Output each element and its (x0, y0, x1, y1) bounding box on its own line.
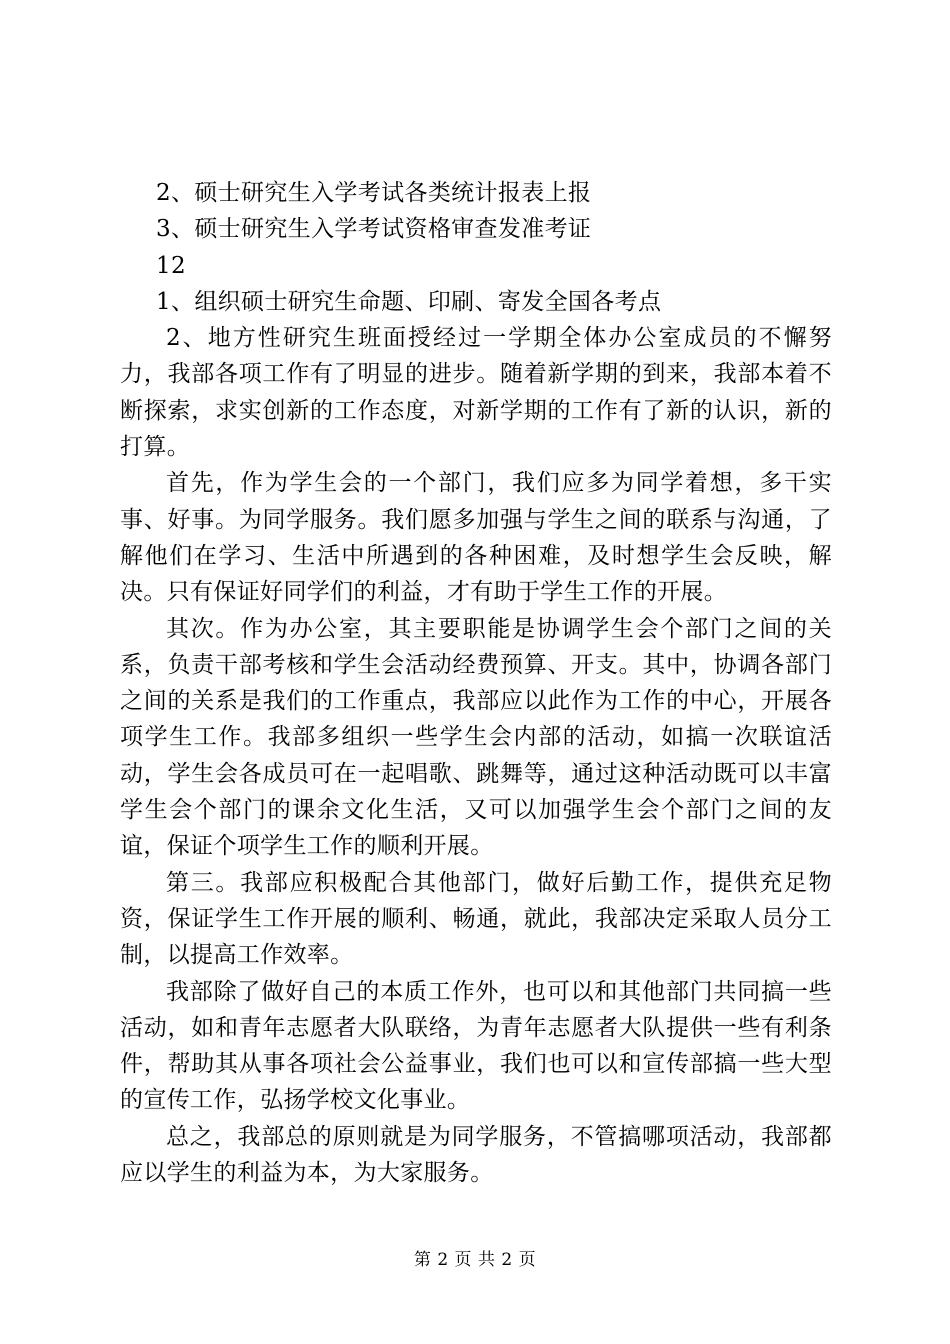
body-paragraph: 第三。我部应积极配合其他部门，做好后勤工作，提供充足物资，保证学生工作开展的顺利、畅通，就此，我部决定采取人员分工制，以提高工作效率。 (120, 869, 832, 969)
list-item: 1、组织硕士研究生命题、印刷、寄发全国各考点 (156, 288, 662, 315)
body-paragraph: 总之，我部总的原则就是为同学服务，不管搞哪项活动，我部都应以学生的利益为本，为大家服务。 (120, 1123, 832, 1187)
body-paragraph: 首先，作为学生会的一个部门，我们应多为同学着想，多干实事、好事。为同学服务。我们愿多加强与学生之间的联系与沟通，了解他们在学习、生活中所遇到的各种困难，及时想学生会反映，解决。只有保证好同学们的利益，才有助于学生工作的开展。 (120, 470, 832, 606)
document-body (120, 175, 832, 1191)
body-paragraph: 我部除了做好自己的本质工作外，也可以和其他部门共同搞一些活动，如和青年志愿者大队联络，为青年志愿者大队提供一些有利条件，帮助其从事各项社会公益事业，我们也可以和宣传部搞一些大型的宣传工作，弘扬学校文化事业。 (120, 978, 832, 1114)
list-item: 3、硕士研究生入学考试资格审查发准考证 (156, 216, 592, 243)
list-item: 12 (156, 252, 186, 279)
page-footer: 第 2 页 共 2 页 (413, 1250, 537, 1270)
body-paragraph: 其次。作为办公室，其主要职能是协调学生会个部门之间的关系，负责干部考核和学生会活动经费预算、开支。其中，协调各部门之间的关系是我们的工作重点，我部应以此作为工作的中心，开展各项学生工作。我部多组织一些学生会内部的活动，如搞一次联谊活动，学生会各成员可在一起唱歌、跳舞等，通过这种活动既可以丰富学生会个部门的课余文化生活，又可以加强学生会个部门之间的友谊，保证个项学生工作的顺利开展。 (120, 615, 832, 860)
list-item: 2、硕士研究生入学考试各类统计报表上报 (156, 180, 592, 206)
body-paragraph: 2、地方性研究生班面授经过一学期全体办公室成员的不懈努力，我部各项工作有了明显的进步。随着新学期的到来，我部本着不断探索，求实创新的工作态度，对新学期的工作有了新的认识，新的打算。 (120, 325, 832, 461)
